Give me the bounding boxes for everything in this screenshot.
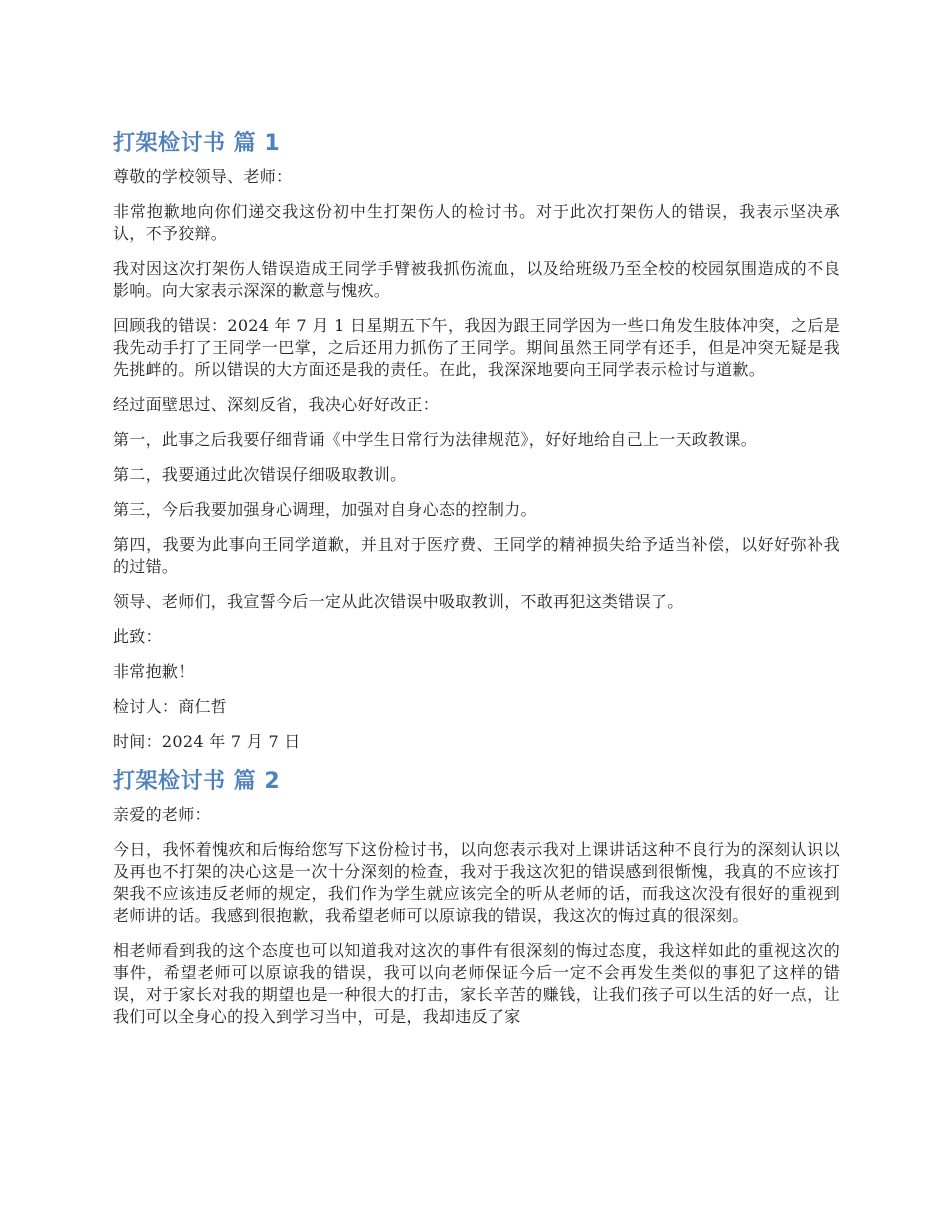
section-1-closing: 此致： <box>113 627 162 646</box>
section-1-apology: 非常抱歉！ <box>113 662 195 681</box>
section-1-paragraph: 经过面壁思过、深刻反省，我决心好好改正： <box>113 395 440 414</box>
section-1-paragraph: 第二，我要通过此次错误仔细吸取教训。 <box>113 465 407 484</box>
section-2-paragraph: 相老师看到我的这个态度也可以知道我对这次的事件有很深刻的悔过态度，我这样如此的重视这次的事件，希望老师可以原谅我的错误，我可以向老师保证今后一定不会再发生类似的事犯了这样的错误，对于家长对我的期望也是一种很大的打击，家长辛苦的赚钱，让我们孩子可以生活的好一点，让我们可以全身心的投入到学习当中，可是，我却违反了家 <box>113 941 840 1026</box>
document-page <box>113 128 840 1041</box>
section-1-paragraph: 第四，我要为此事向王同学道歉，并且对于医疗费、王同学的精神损失给予适当补偿，以好好弥补我的过错。 <box>113 535 840 576</box>
section-1-paragraph: 非常抱歉地向你们递交我这份初中生打架伤人的检讨书。对于此次打架伤人的错误，我表示坚决承认，不予狡辩。 <box>113 202 840 243</box>
section-1-date: 时间：2024 年 7 月 7 日 <box>113 732 301 751</box>
section-2-title: 打架检讨书 篇 2 <box>113 769 281 794</box>
section-2-paragraph: 亲爱的老师： <box>113 805 211 824</box>
section-1-paragraph: 回顾我的错误：2024 年 7 月 1 日星期五下午，我因为跟王同学因为一些口角发生肢体冲突，之后是我先动手打了王同学一巴掌，之后还用力抓伤了王同学。期间虽然王同学有还手，但是冲突无疑是我先挑衅的。所以错误的大方面还是我的责任。在此，我深深地要向王同学表示检讨与道歉。 <box>113 316 840 379</box>
section-2-paragraph: 今日，我怀着愧疚和后悔给您写下这份检讨书，以向您表示我对上课讲话这种不良行为的深刻认识以及再也不打架的决心这是一次十分深刻的检查，我对于我这次犯的错误感到很惭愧，我真的不应该打架我不应该违反老师的规定，我们作为学生就应该完全的听从老师的话，而我这次没有很好的重视到老师讲的话。我感到很抱歉，我希望老师可以原谅我的错误，我这次的悔过真的很深刻。 <box>113 840 840 925</box>
section-1-paragraph: 我对因这次打架伤人错误造成王同学手臂被我抓伤流血，以及给班级乃至全校的校园氛围造成的不良影响。向大家表示深深的歉意与愧疚。 <box>113 259 840 300</box>
section-1-paragraph: 领导、老师们，我宣誓今后一定从此次错误中吸取教训，不敢再犯这类错误了。 <box>113 592 684 611</box>
section-1-title: 打架检讨书 篇 1 <box>113 131 281 156</box>
section-1-paragraph: 第三，今后我要加强身心调理，加强对自身心态的控制力。 <box>113 500 537 519</box>
section-1-paragraph: 尊敬的学校领导、老师： <box>113 167 293 186</box>
section-1-paragraph: 第一，此事之后我要仔细背诵《中学生日常行为法律规范》，好好地给自己上一天政教课。 <box>113 430 758 449</box>
section-1-signature: 检讨人：商仁哲 <box>113 697 228 716</box>
